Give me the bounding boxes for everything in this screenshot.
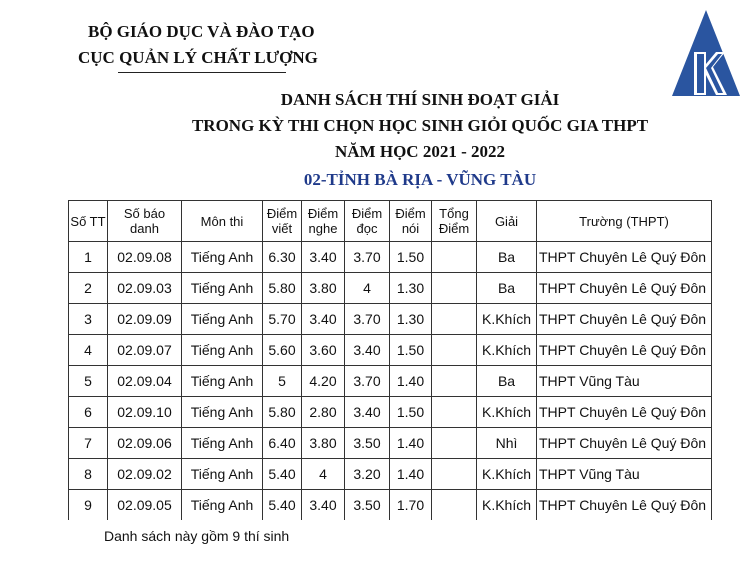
table-cell: 3.80 [302, 273, 345, 304]
table-cell: 5 [69, 366, 108, 397]
table-cell: 3 [69, 304, 108, 335]
table-cell: 4 [345, 273, 390, 304]
table-cell: 1 [69, 242, 108, 273]
table-cell: 02.09.02 [108, 459, 182, 490]
province-name: 02-TỈNH BÀ RỊA - VŨNG TÀU [303, 170, 537, 189]
table-cell: 1.70 [390, 490, 432, 521]
table-cell: 3.40 [302, 242, 345, 273]
table-cell: 02.09.04 [108, 366, 182, 397]
table-cell: 2.80 [302, 397, 345, 428]
table-cell: Tiếng Anh [182, 459, 263, 490]
table-cell: THPT Chuyên Lê Quý Đôn [537, 397, 712, 428]
table-cell: 3.20 [345, 459, 390, 490]
table-cell: 7 [69, 428, 108, 459]
table-cell: 5 [263, 366, 302, 397]
table-cell: THPT Chuyên Lê Quý Đôn [537, 335, 712, 366]
title-line-1: DANH SÁCH THÍ SINH ĐOẠT GIẢI [280, 90, 560, 109]
table-cell [432, 397, 477, 428]
table-cell: 2 [69, 273, 108, 304]
footer-note: Danh sách này gồm 9 thí sinh [104, 528, 290, 544]
table-cell: 1.40 [390, 366, 432, 397]
table-cell: 3.60 [302, 335, 345, 366]
table-cell: THPT Chuyên Lê Quý Đôn [537, 304, 712, 335]
table-row [69, 428, 712, 459]
column-header: Trường (THPT) [537, 201, 712, 242]
table-cell: 1.50 [390, 397, 432, 428]
logo-k-icon [668, 6, 744, 102]
table-cell: 1.40 [390, 459, 432, 490]
column-header: Tổng Điểm [432, 201, 477, 242]
table-row [69, 490, 712, 521]
winners-table [68, 200, 712, 520]
table-cell: Ba [477, 242, 537, 273]
table-cell: 02.09.05 [108, 490, 182, 521]
table-cell: 5.60 [263, 335, 302, 366]
table-cell [432, 490, 477, 521]
table-cell: Tiếng Anh [182, 242, 263, 273]
table-cell: Tiếng Anh [182, 273, 263, 304]
table-row [69, 335, 712, 366]
table-cell: THPT Chuyên Lê Quý Đôn [537, 273, 712, 304]
table-cell: Ba [477, 273, 537, 304]
table-cell: 4 [302, 459, 345, 490]
table-cell: Tiếng Anh [182, 304, 263, 335]
table-cell [432, 366, 477, 397]
table-row [69, 366, 712, 397]
table-cell: 02.09.08 [108, 242, 182, 273]
column-header: Số báo danh [108, 201, 182, 242]
table-cell: 3.70 [345, 304, 390, 335]
table-cell: 3.80 [302, 428, 345, 459]
table-cell: Ba [477, 366, 537, 397]
column-header: Điểm đọc [345, 201, 390, 242]
table-cell: 8 [69, 459, 108, 490]
table-row [69, 304, 712, 335]
table-cell [432, 242, 477, 273]
table-cell: 1.30 [390, 304, 432, 335]
table-cell: 5.70 [263, 304, 302, 335]
table-cell: 02.09.03 [108, 273, 182, 304]
table-cell: 4 [69, 335, 108, 366]
table-cell: 5.80 [263, 397, 302, 428]
table-row [69, 273, 712, 304]
table-cell: Tiếng Anh [182, 335, 263, 366]
table-cell: 1.40 [390, 428, 432, 459]
table-cell: 4.20 [302, 366, 345, 397]
table-cell: 02.09.10 [108, 397, 182, 428]
table-cell [432, 459, 477, 490]
department-name: CỤC QUẢN LÝ CHẤT LƯỢNG [78, 48, 318, 67]
table-cell: Nhì [477, 428, 537, 459]
table-cell: 6 [69, 397, 108, 428]
table-cell: THPT Vũng Tàu [537, 366, 712, 397]
table-cell: 02.09.09 [108, 304, 182, 335]
column-header: Điểm nghe [302, 201, 345, 242]
table-cell: 3.70 [345, 366, 390, 397]
table-cell: THPT Vũng Tàu [537, 459, 712, 490]
department-underline [118, 72, 286, 73]
table-cell: THPT Chuyên Lê Quý Đôn [537, 428, 712, 459]
table-cell: 3.40 [302, 304, 345, 335]
column-header: Giải [477, 201, 537, 242]
table-cell: 9 [69, 490, 108, 521]
column-header: Môn thi [182, 201, 263, 242]
table-cell: 1.50 [390, 242, 432, 273]
table-cell: K.Khích [477, 335, 537, 366]
table-cell: 02.09.06 [108, 428, 182, 459]
table-cell [432, 335, 477, 366]
column-header: Số TT [69, 201, 108, 242]
table-cell: Tiếng Anh [182, 428, 263, 459]
table-cell: Tiếng Anh [182, 490, 263, 521]
table-cell: 1.30 [390, 273, 432, 304]
table-cell: 5.40 [263, 459, 302, 490]
table-cell: 3.50 [345, 428, 390, 459]
table-cell: 1.50 [390, 335, 432, 366]
table-cell: K.Khích [477, 397, 537, 428]
table-cell: 5.80 [263, 273, 302, 304]
table-row [69, 242, 712, 273]
table-cell: K.Khích [477, 459, 537, 490]
column-header: Điểm viết [263, 201, 302, 242]
table-cell: Tiếng Anh [182, 366, 263, 397]
table-cell: 6.30 [263, 242, 302, 273]
table-cell: 3.70 [345, 242, 390, 273]
table-cell: 3.40 [302, 490, 345, 521]
table-cell: 3.40 [345, 335, 390, 366]
title-line-2: TRONG KỲ THI CHỌN HỌC SINH GIỎI QUỐC GIA THPT [191, 116, 649, 135]
table-cell: K.Khích [477, 304, 537, 335]
table-row [69, 459, 712, 490]
school-year: NĂM HỌC 2021 - 2022 [335, 142, 505, 161]
table-cell: Tiếng Anh [182, 397, 263, 428]
table-cell [432, 304, 477, 335]
table-cell: THPT Chuyên Lê Quý Đôn [537, 242, 712, 273]
table-cell: 3.40 [345, 397, 390, 428]
table-cell: 6.40 [263, 428, 302, 459]
table-cell: THPT Chuyên Lê Quý Đôn [537, 490, 712, 521]
column-header: Điểm nói [390, 201, 432, 242]
ministry-name: BỘ GIÁO DỤC VÀ ĐÀO TẠO [88, 22, 315, 41]
table-cell: K.Khích [477, 490, 537, 521]
table-header-row [69, 201, 712, 242]
table-cell [432, 273, 477, 304]
table-cell: 02.09.07 [108, 335, 182, 366]
table-cell [432, 428, 477, 459]
table-cell: 5.40 [263, 490, 302, 521]
table-row [69, 397, 712, 428]
table-cell: 3.50 [345, 490, 390, 521]
